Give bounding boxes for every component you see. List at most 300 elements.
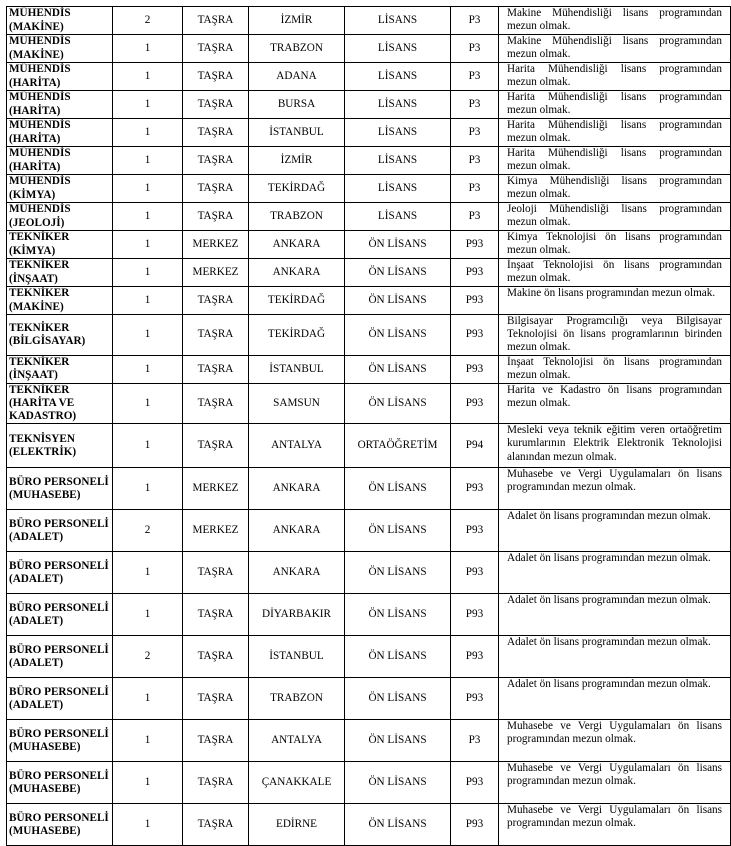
kpss-code-text: P93	[465, 482, 484, 495]
position-cell	[7, 91, 113, 119]
count-text: 2	[144, 650, 151, 663]
location-cell	[183, 175, 249, 203]
city-text: ANKARA	[272, 265, 321, 278]
requirement-cell	[499, 63, 731, 91]
city-text: ANKARA	[272, 524, 321, 537]
position-text: BÜRO PERSONELİ (MUHASEBE)	[9, 769, 109, 795]
kpss-code-text: P93	[465, 524, 484, 537]
location-text: TAŞRA	[197, 69, 234, 82]
education-cell	[345, 203, 451, 231]
position-text: MÜHENDİS (HARİTA)	[9, 63, 71, 89]
requirement-text: Makine Mühendisliği lisans programından mezun olmak.	[507, 7, 722, 33]
position-text: BÜRO PERSONELİ (MUHASEBE)	[9, 811, 109, 837]
count-cell	[113, 231, 183, 259]
table-row	[7, 383, 731, 424]
table-row	[7, 355, 731, 383]
kpss-code-cell	[451, 552, 499, 594]
requirement-text: Bilgisayar Programcılığı veya Bilgisayar Teknolojisi ön lisans programlarının birinden mezun olmak.	[507, 315, 722, 354]
count-cell	[113, 383, 183, 424]
count-cell	[113, 91, 183, 119]
position-text: MÜHENDİS (HARİTA)	[9, 91, 71, 117]
table-row	[7, 119, 731, 147]
position-text: TEKNİKER (İNŞAAT)	[9, 355, 70, 382]
education-cell	[345, 315, 451, 356]
city-text: ANTALYA	[271, 439, 322, 452]
requirement-text: Muhasebe ve Vergi Uygulamaları ön lisans programından mezun olmak.	[507, 762, 722, 788]
location-cell	[183, 259, 249, 287]
kpss-code-text: P93	[465, 818, 484, 831]
requirement-cell	[499, 287, 731, 315]
count-text: 1	[144, 396, 151, 409]
kpss-code-text: P3	[468, 97, 481, 110]
requirement-cell	[499, 804, 731, 846]
education-text: LİSANS	[377, 97, 418, 110]
requirement-text: Harita Mühendisliği lisans programından mezun olmak.	[507, 63, 722, 89]
education-cell	[345, 119, 451, 147]
table-row	[7, 91, 731, 119]
location-text: TAŞRA	[197, 734, 234, 747]
kpss-code-cell	[451, 636, 499, 678]
position-text: TEKNİKER (HARİTA VE KADASTRO)	[9, 383, 77, 423]
kpss-code-text: P3	[468, 181, 481, 194]
position-text: BÜRO PERSONELİ (ADALET)	[9, 517, 109, 543]
education-text: LİSANS	[377, 125, 418, 138]
table-row	[7, 259, 731, 287]
kpss-code-cell	[451, 91, 499, 119]
position-text: TEKNİKER (BİLGİSAYAR)	[9, 321, 86, 347]
education-text: LİSANS	[377, 69, 418, 82]
requirement-text: Adalet ön lisans programından mezun olmak.	[507, 594, 711, 607]
location-cell	[183, 762, 249, 804]
count-cell	[113, 355, 183, 383]
position-cell	[7, 594, 113, 636]
requirement-cell	[499, 175, 731, 203]
requirement-cell	[499, 720, 731, 762]
count-text: 1	[144, 776, 151, 789]
count-text: 1	[144, 818, 151, 831]
requirement-text: Adalet ön lisans programından mezun olmak.	[507, 678, 711, 691]
table-row	[7, 35, 731, 63]
education-text: ÖN LİSANS	[368, 818, 427, 831]
city-cell	[249, 91, 345, 119]
location-cell	[183, 63, 249, 91]
education-text: ÖN LİSANS	[368, 608, 427, 621]
position-cell	[7, 720, 113, 762]
location-text: TAŞRA	[197, 97, 234, 110]
location-text: TAŞRA	[197, 608, 234, 621]
requirement-text: İnşaat Teknolojisi ön lisans programından mezun olmak.	[507, 355, 722, 381]
kpss-code-text: P93	[465, 650, 484, 663]
location-text: MERKEZ	[192, 265, 239, 278]
location-cell	[183, 424, 249, 468]
kpss-code-text: P3	[468, 41, 481, 54]
kpss-code-cell	[451, 678, 499, 720]
education-cell	[345, 35, 451, 63]
kpss-code-cell	[451, 594, 499, 636]
city-text: TEKİRDAĞ	[267, 293, 326, 306]
requirement-text: Kimya Teknolojisi ön lisans programından mezun olmak.	[507, 231, 722, 257]
requirement-cell	[499, 315, 731, 356]
kpss-code-text: P93	[465, 566, 484, 579]
requirement-text: Muhasebe ve Vergi Uygulamaları ön lisans programından mezun olmak.	[507, 468, 722, 494]
education-cell	[345, 594, 451, 636]
count-text: 1	[144, 692, 151, 705]
location-cell	[183, 355, 249, 383]
kpss-code-cell	[451, 7, 499, 35]
education-text: ÖN LİSANS	[368, 692, 427, 705]
requirement-text: İnşaat Teknolojisi ön lisans programından mezun olmak.	[507, 259, 722, 285]
position-text: TEKNİKER (MAKİNE)	[9, 287, 70, 313]
education-cell	[345, 762, 451, 804]
count-cell	[113, 259, 183, 287]
location-text: TAŞRA	[197, 181, 234, 194]
requirement-text: Makine Mühendisliği lisans programından mezun olmak.	[507, 35, 722, 61]
education-text: ÖN LİSANS	[368, 650, 427, 663]
location-cell	[183, 231, 249, 259]
kpss-code-cell	[451, 510, 499, 552]
positions-table	[6, 6, 731, 846]
location-cell	[183, 383, 249, 424]
position-cell	[7, 175, 113, 203]
city-text: ANKARA	[272, 566, 321, 579]
position-text: TEKNİKER (KİMYA)	[9, 231, 70, 257]
position-cell	[7, 63, 113, 91]
city-text: BURSA	[277, 97, 316, 110]
requirement-text: Adalet ön lisans programından mezun olmak.	[507, 552, 711, 565]
location-text: MERKEZ	[192, 237, 239, 250]
city-cell	[249, 35, 345, 63]
location-cell	[183, 636, 249, 678]
city-cell	[249, 678, 345, 720]
city-text: TEKİRDAĞ	[267, 181, 326, 194]
location-text: TAŞRA	[197, 362, 234, 375]
kpss-code-cell	[451, 287, 499, 315]
table-row	[7, 287, 731, 315]
position-text: TEKNİKER (İNŞAAT)	[9, 259, 70, 285]
kpss-code-text: P3	[468, 125, 481, 138]
count-text: 1	[144, 265, 151, 278]
city-text: İZMİR	[280, 13, 313, 26]
location-text: TAŞRA	[197, 818, 234, 831]
education-text: ÖN LİSANS	[368, 265, 427, 278]
location-cell	[183, 35, 249, 63]
location-text: TAŞRA	[197, 293, 234, 306]
requirement-cell	[499, 355, 731, 383]
kpss-code-text: P93	[465, 265, 484, 278]
kpss-code-text: P93	[465, 328, 484, 341]
education-cell	[345, 424, 451, 468]
table-row	[7, 147, 731, 175]
location-cell	[183, 91, 249, 119]
education-text: ÖN LİSANS	[368, 776, 427, 789]
position-cell	[7, 7, 113, 35]
table-row	[7, 678, 731, 720]
education-cell	[345, 63, 451, 91]
education-cell	[345, 468, 451, 510]
education-cell	[345, 383, 451, 424]
education-text: ORTAÖĞRETİM	[357, 439, 438, 452]
count-text: 1	[144, 41, 151, 54]
city-text: TEKİRDAĞ	[267, 328, 326, 341]
location-text: TAŞRA	[197, 566, 234, 579]
requirement-cell	[499, 762, 731, 804]
position-text: MÜHENDİS (KİMYA)	[9, 175, 71, 201]
city-cell	[249, 315, 345, 356]
position-cell	[7, 355, 113, 383]
kpss-code-cell	[451, 468, 499, 510]
city-cell	[249, 804, 345, 846]
requirement-cell	[499, 119, 731, 147]
requirement-cell	[499, 510, 731, 552]
table-row	[7, 552, 731, 594]
kpss-code-cell	[451, 175, 499, 203]
requirement-cell	[499, 91, 731, 119]
city-cell	[249, 552, 345, 594]
count-cell	[113, 175, 183, 203]
city-text: ANKARA	[272, 482, 321, 495]
location-cell	[183, 315, 249, 356]
location-text: MERKEZ	[192, 524, 239, 537]
education-cell	[345, 231, 451, 259]
position-text: BÜRO PERSONELİ (MUHASEBE)	[9, 727, 109, 753]
kpss-code-cell	[451, 762, 499, 804]
city-text: TRABZON	[270, 41, 323, 54]
requirement-cell	[499, 147, 731, 175]
city-cell	[249, 510, 345, 552]
education-cell	[345, 804, 451, 846]
count-text: 1	[144, 439, 151, 452]
table-row	[7, 315, 731, 356]
position-cell	[7, 678, 113, 720]
count-cell	[113, 147, 183, 175]
location-cell	[183, 119, 249, 147]
table-row	[7, 762, 731, 804]
city-text: İSTANBUL	[269, 650, 324, 663]
city-cell	[249, 720, 345, 762]
location-text: TAŞRA	[197, 650, 234, 663]
requirement-text: Adalet ön lisans programından mezun olmak.	[507, 510, 711, 523]
kpss-code-text: P93	[465, 692, 484, 705]
position-text: MÜHENDİS (MAKİNE)	[9, 7, 71, 33]
count-cell	[113, 636, 183, 678]
city-cell	[249, 355, 345, 383]
requirement-cell	[499, 468, 731, 510]
location-text: TAŞRA	[197, 153, 234, 166]
table-row	[7, 468, 731, 510]
city-text: İSTANBUL	[269, 125, 324, 138]
education-text: ÖN LİSANS	[368, 524, 427, 537]
position-cell	[7, 552, 113, 594]
count-text: 1	[144, 153, 151, 166]
requirement-text: Harita ve Kadastro ön lisans programından mezun olmak.	[507, 383, 722, 409]
education-cell	[345, 678, 451, 720]
kpss-code-text: P3	[468, 153, 481, 166]
kpss-code-cell	[451, 147, 499, 175]
location-text: TAŞRA	[197, 13, 234, 26]
kpss-code-cell	[451, 35, 499, 63]
education-cell	[345, 720, 451, 762]
position-text: TEKNİSYEN (ELEKTRİK)	[9, 432, 77, 458]
position-cell	[7, 468, 113, 510]
kpss-code-text: P3	[468, 69, 481, 82]
city-cell	[249, 468, 345, 510]
position-text: MÜHENDİS (HARİTA)	[9, 119, 71, 145]
count-cell	[113, 424, 183, 468]
requirement-cell	[499, 203, 731, 231]
position-text: BÜRO PERSONELİ (ADALET)	[9, 643, 109, 669]
position-text: BÜRO PERSONELİ (ADALET)	[9, 685, 109, 711]
count-cell	[113, 7, 183, 35]
location-text: TAŞRA	[197, 328, 234, 341]
requirement-text: Harita Mühendisliği lisans programından mezun olmak.	[507, 147, 722, 173]
count-text: 1	[144, 566, 151, 579]
education-text: ÖN LİSANS	[368, 328, 427, 341]
location-text: TAŞRA	[197, 692, 234, 705]
kpss-code-text: P3	[468, 13, 481, 26]
education-text: ÖN LİSANS	[368, 482, 427, 495]
location-cell	[183, 510, 249, 552]
table-row	[7, 510, 731, 552]
count-cell	[113, 762, 183, 804]
count-text: 1	[144, 328, 151, 341]
kpss-code-text: P93	[465, 776, 484, 789]
table-row	[7, 804, 731, 846]
requirement-text: Makine ön lisans programından mezun olmak.	[507, 287, 716, 299]
position-cell	[7, 804, 113, 846]
location-text: TAŞRA	[197, 439, 234, 452]
education-text: ÖN LİSANS	[368, 396, 427, 409]
position-text: MÜHENDİS (HARİTA)	[9, 147, 71, 173]
location-cell	[183, 468, 249, 510]
position-cell	[7, 35, 113, 63]
requirement-text: Mesleki veya teknik eğitim veren ortaöğretim kurumlarının Elektrik Elektronik Teknolojisi alanından mezun olmak.	[507, 424, 722, 463]
location-text: TAŞRA	[197, 41, 234, 54]
kpss-code-text: P93	[465, 362, 484, 375]
kpss-code-cell	[451, 231, 499, 259]
count-cell	[113, 119, 183, 147]
city-cell	[249, 424, 345, 468]
count-cell	[113, 63, 183, 91]
position-cell	[7, 383, 113, 424]
city-cell	[249, 119, 345, 147]
table-row	[7, 63, 731, 91]
city-text: SAMSUN	[273, 396, 320, 409]
requirement-cell	[499, 636, 731, 678]
count-text: 1	[144, 482, 151, 495]
city-text: ANKARA	[272, 237, 321, 250]
location-cell	[183, 678, 249, 720]
requirement-text: Muhasebe ve Vergi Uygulamaları ön lisans programından mezun olmak.	[507, 804, 722, 830]
position-text: BÜRO PERSONELİ (ADALET)	[9, 601, 109, 627]
position-text: MÜHENDİS (MAKİNE)	[9, 35, 71, 61]
count-text: 1	[144, 237, 151, 250]
count-cell	[113, 315, 183, 356]
count-cell	[113, 35, 183, 63]
kpss-code-cell	[451, 383, 499, 424]
education-cell	[345, 355, 451, 383]
location-text: TAŞRA	[197, 209, 234, 222]
city-cell	[249, 636, 345, 678]
city-cell	[249, 259, 345, 287]
position-cell	[7, 287, 113, 315]
position-cell	[7, 636, 113, 678]
position-cell	[7, 231, 113, 259]
city-cell	[249, 147, 345, 175]
kpss-code-text: P93	[465, 237, 484, 250]
requirement-cell	[499, 594, 731, 636]
count-cell	[113, 552, 183, 594]
table-row	[7, 231, 731, 259]
location-cell	[183, 804, 249, 846]
location-text: TAŞRA	[197, 396, 234, 409]
education-cell	[345, 147, 451, 175]
count-text: 1	[144, 362, 151, 375]
position-cell	[7, 510, 113, 552]
count-cell	[113, 720, 183, 762]
location-cell	[183, 203, 249, 231]
location-text: TAŞRA	[197, 776, 234, 789]
table-row	[7, 720, 731, 762]
education-cell	[345, 7, 451, 35]
city-cell	[249, 594, 345, 636]
requirement-text: Harita Mühendisliği lisans programından mezun olmak.	[507, 91, 722, 117]
count-cell	[113, 287, 183, 315]
city-text: ADANA	[276, 69, 317, 82]
city-text: DİYARBAKIR	[262, 608, 331, 621]
location-cell	[183, 720, 249, 762]
kpss-code-cell	[451, 63, 499, 91]
position-cell	[7, 119, 113, 147]
count-text: 1	[144, 69, 151, 82]
city-text: İZMİR	[280, 153, 313, 166]
position-cell	[7, 203, 113, 231]
kpss-code-cell	[451, 804, 499, 846]
requirement-text: Adalet ön lisans programından mezun olmak.	[507, 636, 711, 649]
education-text: LİSANS	[377, 153, 418, 166]
table-row	[7, 7, 731, 35]
count-cell	[113, 510, 183, 552]
education-cell	[345, 259, 451, 287]
education-text: LİSANS	[377, 181, 418, 194]
kpss-code-text: P3	[468, 209, 481, 222]
requirement-cell	[499, 552, 731, 594]
requirement-text: Harita Mühendisliği lisans programından mezun olmak.	[507, 119, 722, 145]
requirement-cell	[499, 259, 731, 287]
education-text: LİSANS	[377, 41, 418, 54]
education-cell	[345, 510, 451, 552]
city-cell	[249, 231, 345, 259]
kpss-code-text: P94	[465, 439, 484, 452]
requirement-cell	[499, 383, 731, 424]
count-text: 1	[144, 97, 151, 110]
kpss-code-text: P93	[465, 396, 484, 409]
position-text: BÜRO PERSONELİ (ADALET)	[9, 559, 109, 585]
requirement-text: Muhasebe ve Vergi Uygulamaları ön lisans programından mezun olmak.	[507, 720, 722, 746]
requirement-text: Kimya Mühendisliği lisans programından mezun olmak.	[507, 175, 722, 201]
education-cell	[345, 552, 451, 594]
location-text: MERKEZ	[192, 482, 239, 495]
table-row	[7, 175, 731, 203]
count-text: 2	[144, 524, 151, 537]
table-body	[7, 7, 731, 846]
city-text: ANTALYA	[271, 734, 322, 747]
count-text: 1	[144, 608, 151, 621]
education-cell	[345, 175, 451, 203]
location-cell	[183, 552, 249, 594]
city-cell	[249, 63, 345, 91]
city-cell	[249, 762, 345, 804]
position-text: MÜHENDİS (JEOLOJİ)	[9, 203, 71, 229]
